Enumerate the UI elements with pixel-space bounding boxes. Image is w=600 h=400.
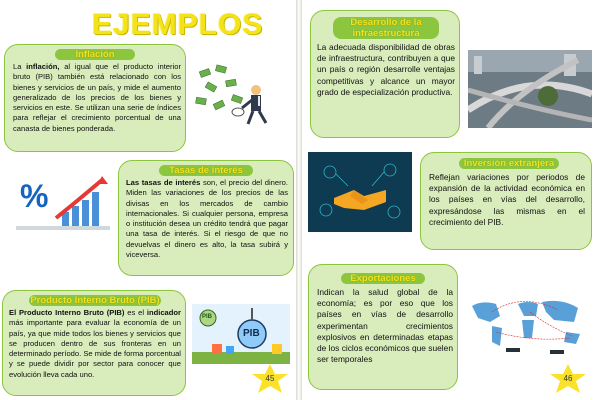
highway-photo [468, 50, 592, 128]
tasas-box [118, 160, 294, 276]
page-title: EJEMPLOS [92, 8, 264, 41]
infra-box [310, 10, 460, 138]
left-page [0, 0, 296, 400]
right-page [302, 0, 600, 400]
pib-badge-text: PIB [243, 328, 260, 339]
infra-label: Desarrollo de la infraestructura [333, 17, 439, 39]
world-trade-map-image [462, 292, 592, 358]
inflacion-label: Inflación [55, 49, 135, 60]
inflacion-text: La inflación, al igual que el producto interior bruto (PIB) también está relacionado con los bienes y servicios de un país, y mide el aumento generalizado de los precios de los bienes y servicios en este. Se utilizan una serie de índices para reflejar el crecimiento porcentual de una canasta de bienes ponderada. [13, 62, 181, 133]
pib-box [2, 290, 186, 396]
inversion-box [420, 152, 592, 250]
tasas-label: Tasas de interés [159, 165, 253, 176]
inversion-text: Reflejan variaciones por periodos de expansión de la actividad económica en los países en vías del desarrollo, expresándose las mismas en el crecimiento del PIB. [429, 172, 585, 227]
inflacion-box [4, 44, 186, 152]
export-text: Indican la salud global de la economía; es por eso que los países en vías de desarrollo experimentan crecimientos explosivos en determinadas etapas de los ciclos económicos que suelen ser temporales [317, 287, 453, 365]
export-box [308, 264, 458, 390]
inversion-label: Inversión extranjera [459, 158, 559, 169]
page-number-45: 45 [248, 364, 292, 394]
money-man-image [192, 62, 284, 134]
percent-symbol: % [20, 178, 49, 214]
pib-label: Producto Interno Bruto (PIB) [30, 295, 160, 306]
pib-cartoon-image [192, 304, 290, 364]
tasas-text: Las tasas de interés son, el precio del dinero. Miden las variaciones de los precios de las divisas en los mercados de cambio internacionales. Si cualquier persona, empresa o institución desea un crédito tendrá que pagar una tasa de interés. Si el riesgo de que no devuelvas el dinero es alto, la tasa subirá y viceversa. [126, 178, 288, 260]
handshake-image [308, 152, 412, 232]
pib-text: El Producto Interno Bruto (PIB) es el indicador más importante para evaluar la economía de un país, ya que mide todos los bienes y servicios que se producen dentro de sus fronteras en un determinado período. Se mide de forma porcentual y se puede dividir por sector para conocer que evolución lleva cada uno. [9, 308, 182, 379]
pib-small-text: PIB [202, 314, 213, 320]
infra-text: La adecuada disponibilidad de obras de infraestructura, contribuyen a que un país o región desarrolle ventajas competitivas y alcance un mayor grado de especialización productiva. [317, 42, 455, 97]
percent-chart-image [16, 172, 110, 234]
export-label: Exportaciones [341, 273, 425, 284]
page-number-46: 46 [546, 364, 590, 394]
